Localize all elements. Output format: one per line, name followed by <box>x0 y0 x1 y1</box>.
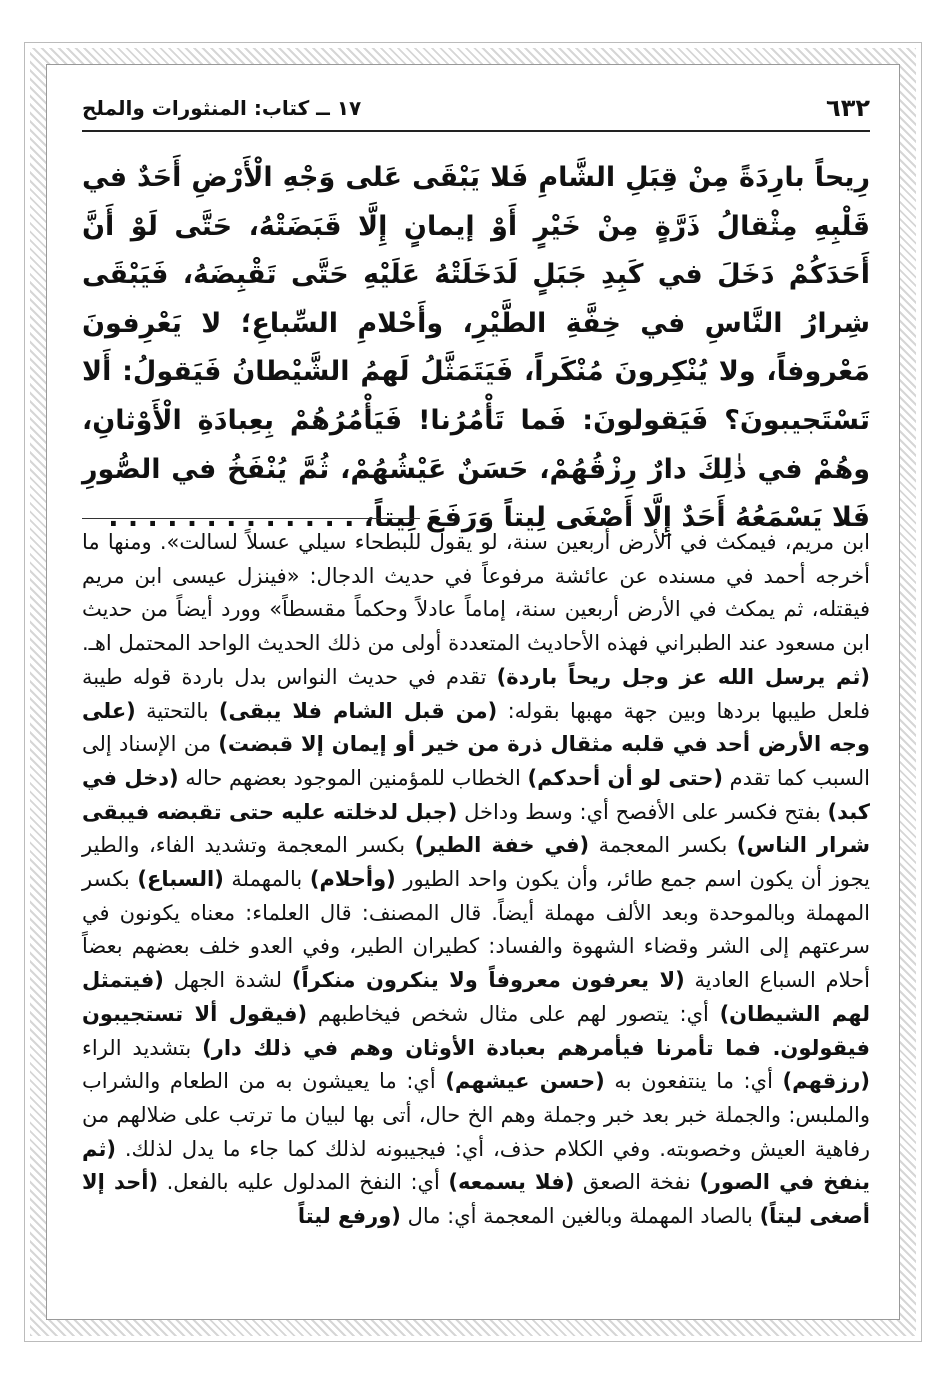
commentary-bold: (حتى لو أن أحدكم) <box>527 765 723 790</box>
hadith-text: رِيحاً بارِدَةً مِنْ قِبَلِ الشَّامِ فَلا يَبْقَى عَلى وَجْهِ الْأَرْضِ أَحَدٌ في قَلْبِهِ مِثْقالُ ذَرَّةٍ مِنْ خَيْرٍ أَوْ إيمانٍ إِلَّا قَبَضَتْهُ، حَتَّى لَوْ أَنَّ أَحَدَكُمْ دَخَلَ في كَبِدِ جَبَلٍ لَدَخَلَتْهُ عَلَيْهِ حَتَّى تَقْبِضَهُ، فَيَبْقَى شِرارُ النَّاسِ في خِفَّةِ الطَّيْرِ، وأَحْلامِ السِّباعِ؛ لا يَعْرِفونَ مَعْروفاً، ولا يُنْكِرونَ مُنْكَراً، فَيَتَمَثَّلُ لَهمُ الشَّيْطانُ فَيَقولُ: أَلا تَسْتَجيبونَ؟ فَيَقولونَ: فَما تَأْمُرُنا! فَيَأْمُرُهُمْ بِعِبادَةِ الْأَوْثانِ، وهُمْ في ذٰلِكَ دارٌ رِزْقُهُمْ، حَسَنٌ عَيْشُهُمْ، ثُمَّ يُنْفَخُ في الصُّورِ فَلا يَسْمَعُهُ أَحَدٌ إِلَّا أَصْغَى لِيتاً وَرَفَعَ لِيتاً، . . . . . . . . . . . . . <box>82 162 870 534</box>
commentary-bold: (ورفع ليتاً <box>297 1204 401 1229</box>
commentary-span: أي: ما يعيشون به من الطعام والشراب والملبس: والجملة خبر بعد خبر وجملة وهم الخ حال، أتى بها لبيان ما ترتب على ضلالهم من رفاهية العيش وخصوبته. وفي الكلام حذف، أي: فيجيبونه لذلك كما جاء ما يدل لذلك. <box>82 1069 870 1161</box>
commentary-span: أي: ما ينتفعون به <box>604 1069 783 1094</box>
page-number: ٦٣٢ <box>826 94 870 122</box>
commentary-span: لشدة الجهل <box>163 968 292 993</box>
commentary-span: بكسر المهملة وبالموحدة وبعد الألف مهملة أيضاً. قال المصنف: قال العلماء: معناه يكونون في سرعتهم إلى الشر وقضاء الشهوة والفساد: كطيران الطير، وفي العدو خلف بعضهم بعضاً أحلام السباع العادية <box>82 867 870 993</box>
commentary-span: ابن مريم، فيمكث في الأرض أربعين سنة، لو يقول للبطحاء سيلي عسلاً لسالت». ومنها ما أخرجه أحمد في مسنده عن عائشة مرفوعاً في حديث الدجال: «فينزل عيسى ابن مريم فيقتله، ثم يمكث في الأرض أربعين سنة، إماماً عادلاً وحكماً مقسطاً» وورد أيضاً من حديث ابن مسعود عند الطبراني فهذه الأحاديث المتعددة أولى من ذلك الحديث الواحد المحتمل اهـ. <box>82 530 870 656</box>
commentary-span: تقدم في حديث النواس بدل باردة قوله طيبة فلعل طيبها بردها وبين جهة مهبها بقوله: <box>82 664 870 723</box>
commentary-span: بالصاد المهملة وبالغين المعجمة أي: مال <box>400 1204 760 1229</box>
commentary-bold: (من قبل الشام فلا يبقى) <box>218 698 498 723</box>
commentary-bold: (على وجه الأرض أحد في قلبه مثقال ذرة من خير أو إيمان إلا قبضت) <box>82 698 870 757</box>
commentary-bold: (رزقهم) <box>782 1069 870 1094</box>
commentary-span: بكسر المعجمة وتشديد الفاء، والطير يجوز أن يكون اسم جمع طائر، وأن يكون واحد الطيور <box>82 833 870 892</box>
commentary-text <box>82 526 870 1234</box>
book-page <box>82 86 870 1306</box>
commentary-bold: (ثم يرسل الله عز وجل ريحاً باردة) <box>496 664 870 689</box>
commentary-bold: (أحد إلا أصغى ليتاً) <box>82 1170 870 1229</box>
commentary-bold: (جبل لدخلته عليه حتى تقبضه فيبقى شرار الناس) <box>82 799 871 858</box>
commentary-bold: (السباع) <box>137 867 224 892</box>
commentary-span: أي: النفخ المدلول عليه بالفعل. <box>158 1170 449 1195</box>
commentary-span: بكسر المعجمة <box>589 833 737 858</box>
commentary-bold: (حسن عيشهم) <box>445 1069 605 1094</box>
commentary-bold: (وأحلام) <box>309 867 396 892</box>
commentary-bold: (فلا يسمعه) <box>448 1170 575 1195</box>
footnote-divider <box>82 518 420 519</box>
commentary-bold: (فيقول ألا تستجيبون فيقولون. فما تأمرنا فيأمرهم بعبادة الأوثان وهم في ذلك دار) <box>82 1001 871 1060</box>
commentary-bold: (لا يعرفون معروفاً ولا ينكرون منكراً) <box>291 968 685 993</box>
page-header <box>82 86 870 132</box>
commentary-span: أي: يتصور لهم على مثال شخص فيخاطبهم <box>307 1001 720 1026</box>
commentary-bold: (فيتمثل لهم الشيطان) <box>82 968 870 1026</box>
commentary-bold: (دخل في كبد) <box>82 765 870 824</box>
commentary-span: نفخة الصعق <box>574 1170 700 1195</box>
commentary-span: بتشديد الراء <box>82 1035 203 1060</box>
commentary-span: بفتح فكسر على الأفصح أي: وسط وداخل <box>457 799 828 824</box>
chapter-title: ١٧ ــ كتاب: المنثورات والملح <box>82 96 362 120</box>
commentary-bold: (ثم ينفخ في الصور) <box>82 1136 870 1195</box>
commentary-span: بالتحتية <box>135 698 219 723</box>
commentary-span: من الإسناد إلى السبب كما تقدم <box>82 732 870 790</box>
commentary-bold: (في خفة الطير) <box>414 833 590 858</box>
commentary-span: بالمهملة <box>223 867 310 892</box>
commentary-span: الخطاب للمؤمنين الموجود بعضهم حاله <box>178 765 528 790</box>
